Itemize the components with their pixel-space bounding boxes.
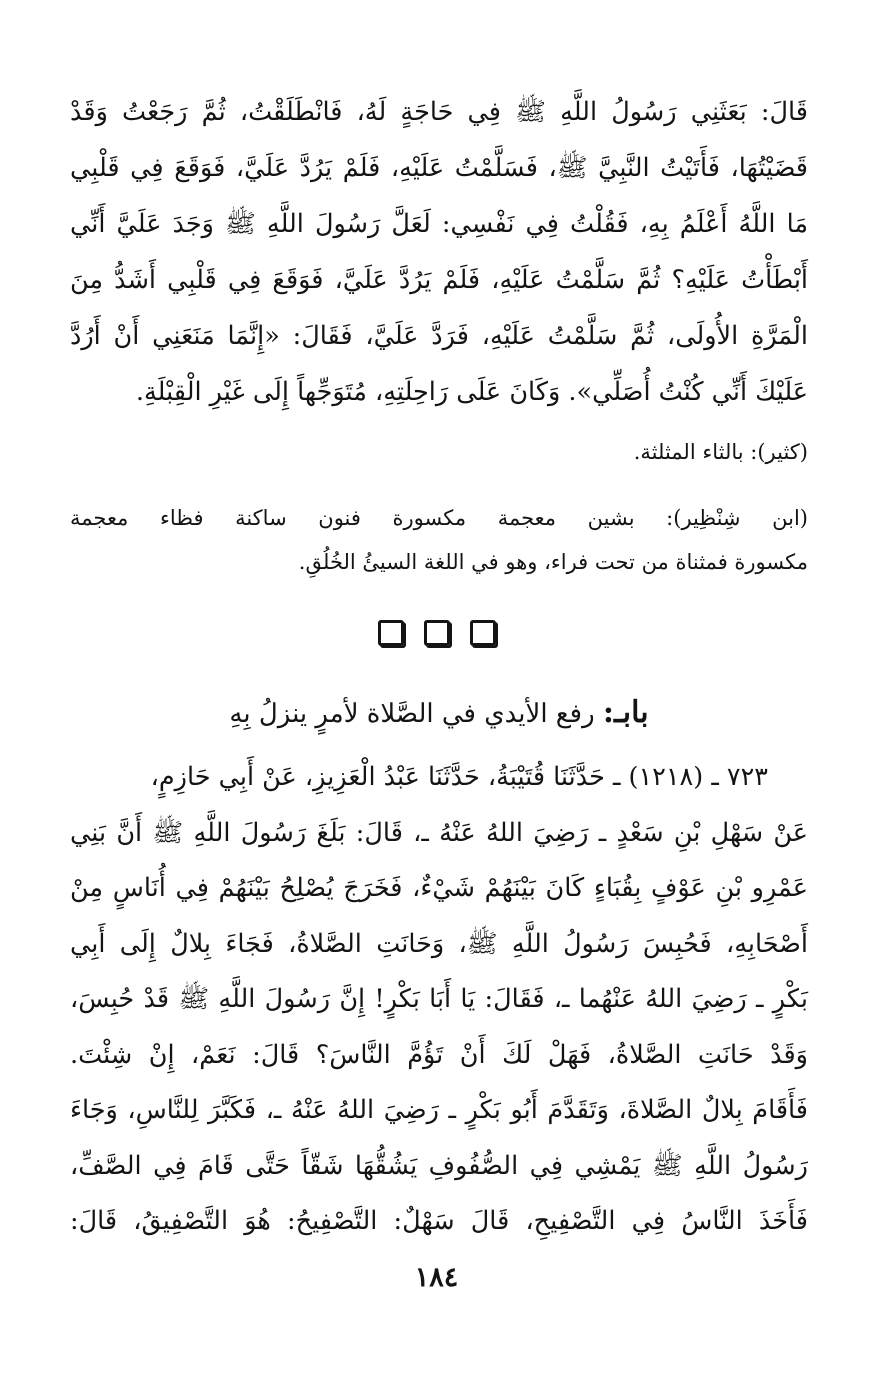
top-passage [70,84,808,420]
hadith-line: ٧٢٣ ـ (١٢١٨) ـ حَدَّثَنَا قُتَيْبَةُ، حَدَّثَنَا عَبْدُ الْعَزِيزِ، عَنْ أَبِي حَازِمٍ، [150,762,768,792]
chapter-heading [70,688,808,739]
text-line: أَبْطَأْتُ عَلَيْهِ؟ ثُمَّ سَلَّمْتُ عَلَيْهِ، فَلَمْ يَرُدَّ عَلَيَّ، فَوَقَعَ فِي قَلْبِي أَشَدُّ مِنَ [70,265,808,295]
footnote-ibn-shinzir: (ابن شِنْظِير): بشين معجمة مكسورة فنون ساكنة فظاء معجمة [70,506,808,530]
text-line: مَا اللَّهُ أَعْلَمُ بِهِ، فَقُلْتُ فِي نَفْسِي: لَعَلَّ رَسُولَ اللَّهِ ﷺ وَجَدَ عَلَيَّ أَنِّي [70,209,808,239]
footnote-ibn-shinzir-cont: مكسورة فمثناة من تحت فراء، وهو في اللغة السيئُ الخُلُقِ. [298,550,808,574]
text-line: عَلَيْكَ أَنِّي كُنْتُ أُصَلِّي». وَكَانَ عَلَى رَاحِلَتِهِ، مُتَوَجِّهاً إِلَى غَيْرِ الْقِبْلَةِ. [135,377,808,407]
square-ornament-icon [470,620,496,646]
chapter-prefix: بابـ: [602,695,649,730]
hadith-line: رَسُولُ اللَّهِ ﷺ يَمْشِي فِي الصُّفُوفِ يَشُقُّهَا شَقّاً حَتَّى قَامَ فِي الصَّفِّ، [70,1150,808,1181]
hadith-line: فَأَقَامَ بِلالٌ الصَّلاةَ، وَتَقَدَّمَ أَبُو بَكْرٍ ـ رَضِيَ اللهُ عَنْهُ ـ، فَكَبَّرَ لِلنَّاسِ، وَجَاءَ [70,1095,808,1125]
hadith-line: أَصْحَابِهِ، فَحُبِسَ رَسُولُ اللَّهِ ﷺ، وَحَانَتِ الصَّلاةُ، فَجَاءَ بِلالٌ إِلَى أَبِي [70,928,808,959]
hadith-line: فَأَخَذَ النَّاسُ فِي التَّصْفِيحِ، قَالَ سَهْلٌ: التَّصْفِيحُ: هُوَ التَّصْفِيقُ، قَالَ: [70,1206,808,1236]
text-line: الْمَرَّةِ الأُولَى، ثُمَّ سَلَّمْتُ عَلَيْهِ، فَرَدَّ عَلَيَّ، فَقَالَ: «إِنَّمَا مَنَعَنِي أَنْ أَرُدَّ [70,321,808,351]
footnote-kathir: (كثير): بالثاء المثلثة. [633,440,808,464]
section-separator [0,620,873,646]
chapter-title: رفع الأيدي في الصَّلاة لأمرٍ ينزلُ بِهِ [229,699,595,729]
hadith-line: بَكْرٍ ـ رَضِيَ اللهُ عَنْهُما ـ، فَقَالَ: يَا أَبَا بَكْرٍ! إِنَّ رَسُولَ اللَّهِ ﷺ قَدْ حُبِسَ، [70,984,808,1014]
hadith-passage [70,750,808,1250]
text-line: قَضَيْتُهَا، فَأَتَيْتُ النَّبِيَّ ﷺ، فَسَلَّمْتُ عَلَيْهِ، فَلَمْ يَرُدَّ عَلَيَّ، فَوَقَعَ فِي قَلْبِي [70,153,808,183]
square-ornament-icon [378,620,404,646]
square-ornament-icon [424,620,450,646]
page-number: ١٨٤ [414,1262,459,1293]
hadith-line: عَنْ سَهْلِ بْنِ سَعْدٍ ـ رَضِيَ اللهُ عَنْهُ ـ، قَالَ: بَلَغَ رَسُولَ اللَّهِ ﷺ أَنَّ بَنِي [70,817,808,848]
text-line: قَالَ: بَعَثَنِي رَسُولُ اللَّهِ ﷺ فِي حَاجَةٍ لَهُ، فَانْطَلَقْتُ، ثُمَّ رَجَعْتُ وَقَدْ [70,97,808,127]
footnotes [70,430,808,584]
hadith-line: عَمْرِو بْنِ عَوْفٍ بِقُبَاءٍ كَانَ بَيْنَهُمْ شَيْءٌ، فَخَرَجَ يُصْلِحُ بَيْنَهُمْ فِي أُنَاسٍ مِنْ [70,873,808,903]
hadith-line: وَقَدْ حَانَتِ الصَّلاةُ، فَهَلْ لَكَ أَنْ تَؤُمَّ النَّاسَ؟ قَالَ: نَعَمْ، إِنْ شِئْتَ. [70,1039,808,1070]
